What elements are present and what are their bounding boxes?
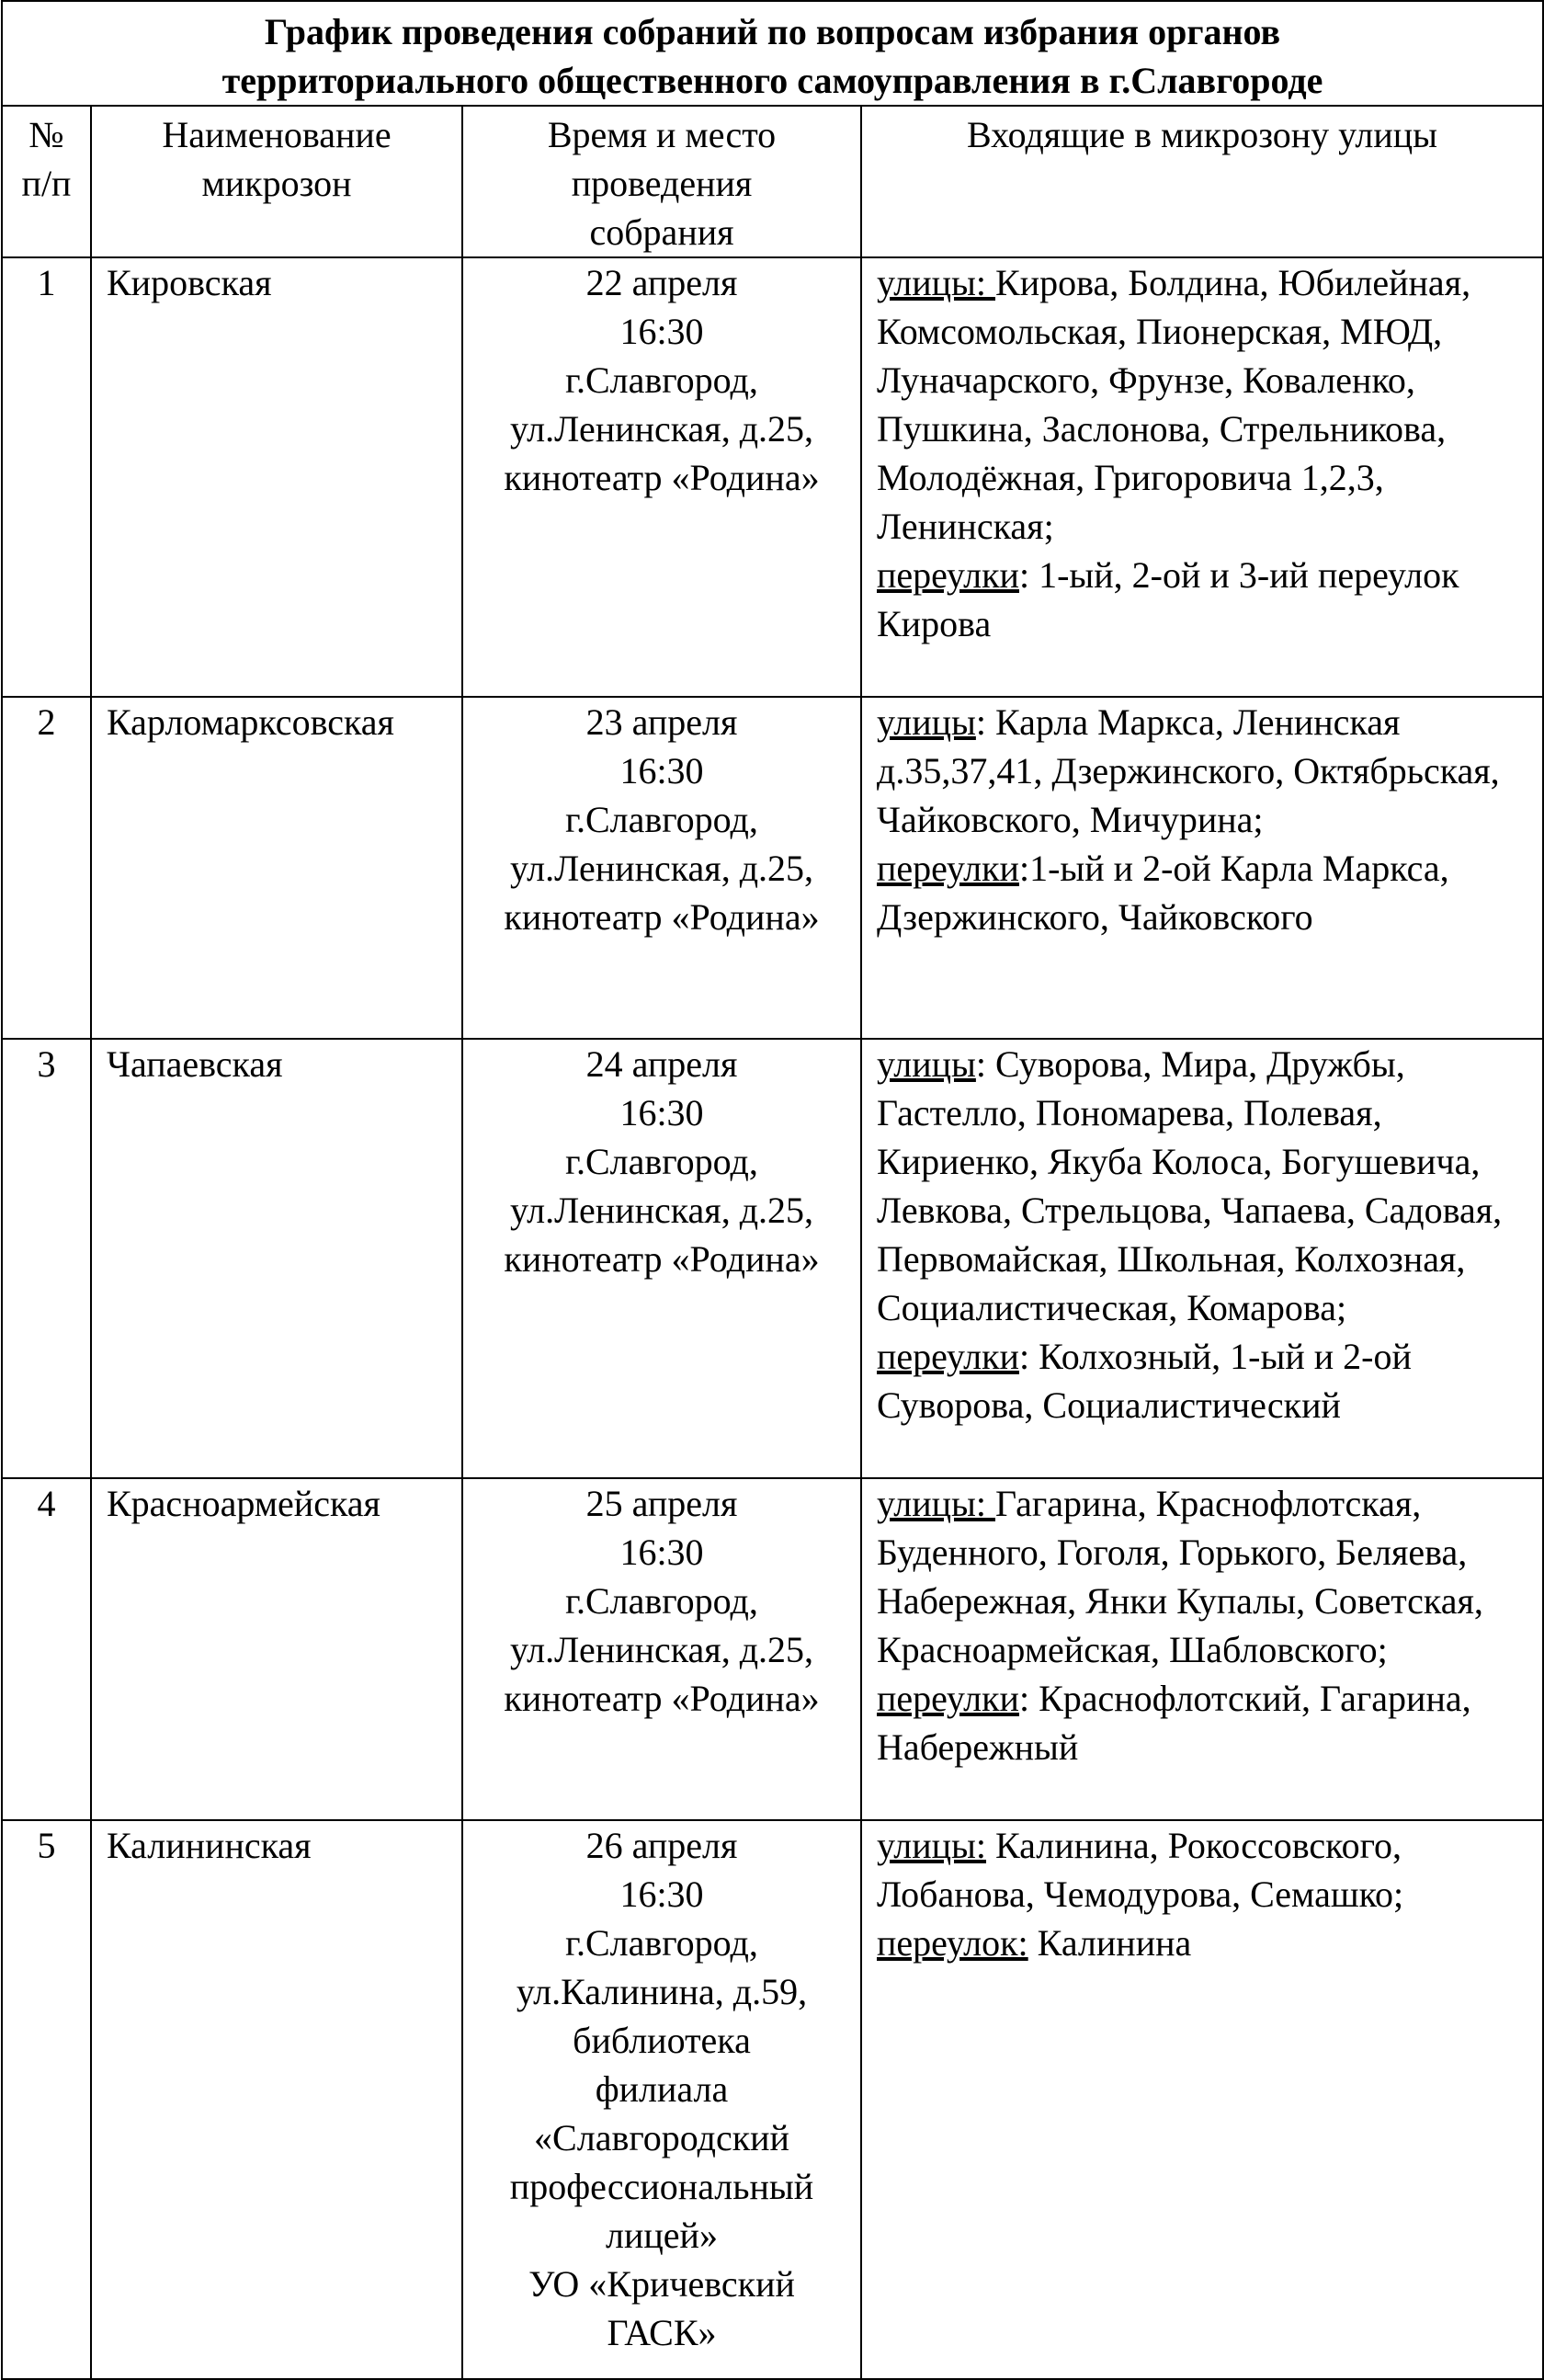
meeting-detail-line: 16:30 (619, 311, 704, 352)
header-name-line-2: микрозон (201, 163, 352, 204)
header-when-line-1: Время и место (547, 114, 777, 155)
meeting-detail-line: г.Славгород, (565, 1580, 758, 1622)
lanes-label: переулки (877, 1336, 1019, 1377)
title-line-1: График проведения собраний по вопросам избрания органов (264, 11, 1281, 52)
meeting-detail-line: библиотека (573, 2020, 751, 2061)
table-body (2, 257, 1543, 2379)
microzone-name: Кировская (91, 257, 462, 697)
meeting-detail-line: 26 апреля (585, 1825, 738, 1866)
header-when (462, 106, 861, 257)
meeting-time-place (462, 1478, 861, 1820)
streets-label: улицы: (877, 1825, 987, 1866)
header-when-line-2: проведения (571, 163, 753, 204)
row-number: 4 (2, 1478, 91, 1820)
meeting-detail-line: лицей» (606, 2215, 718, 2256)
meeting-detail-line: г.Славгород, (565, 799, 758, 840)
lanes-text: Калинина (1027, 1922, 1192, 1964)
microzone-name: Карломарксовская (91, 697, 462, 1039)
streets-list (861, 1478, 1543, 1820)
meeting-detail-line: кинотеатр «Родина» (504, 1678, 820, 1719)
meeting-detail-line: 16:30 (619, 1873, 704, 1915)
title-line-2: территориального общественного самоуправления в г.Славгороде (221, 60, 1323, 101)
streets-text: : Карла Маркса, Ленинская д.35,37,41, Дзержинского, Октябрьская, Чайковского, Мичурина; (877, 701, 1500, 840)
streets-list (861, 697, 1543, 1039)
meeting-detail-line: ул.Ленинская, д.25, (509, 1190, 814, 1231)
meeting-detail-line: ул.Ленинская, д.25, (509, 408, 814, 450)
table-row (2, 1478, 1543, 1820)
streets-list (861, 257, 1543, 697)
header-when-line-3: собрания (589, 211, 734, 253)
meeting-detail-line: 16:30 (619, 1092, 704, 1133)
header-num-line-2: п/п (21, 163, 72, 204)
table-row (2, 1820, 1543, 2379)
table-row (2, 1039, 1543, 1478)
meeting-detail-line: 16:30 (619, 750, 704, 791)
header-name-line-1: Наименование (162, 114, 392, 155)
meeting-detail-line: «Славгородский (534, 2117, 789, 2158)
meeting-detail-line: 25 апреля (585, 1483, 738, 1524)
meeting-detail-line: филиала (595, 2068, 729, 2110)
header-streets (861, 106, 1543, 257)
meeting-detail-line: ул.Ленинская, д.25, (509, 848, 814, 889)
streets-list (861, 1820, 1543, 2379)
table-row (2, 697, 1543, 1039)
meeting-detail-line: 23 апреля (585, 701, 738, 743)
meeting-detail-line: ул.Ленинская, д.25, (509, 1629, 814, 1670)
meeting-detail-line: ул.Калинина, д.59, (516, 1971, 808, 2012)
meeting-detail-line: ГАСК» (607, 2312, 717, 2353)
row-number: 1 (2, 257, 91, 697)
lanes-label: переулок: (877, 1922, 1028, 1964)
streets-label: улицы: (877, 262, 996, 303)
header-num-line-1: № (28, 114, 64, 155)
row-number: 5 (2, 1820, 91, 2379)
microzone-name: Калининская (91, 1820, 462, 2379)
meeting-detail-line: кинотеатр «Родина» (504, 1238, 820, 1280)
streets-text: Кирова, Болдина, Юбилейная, Комсомольская, Пионерская, МЮД, Луначарского, Фрунзе, Коваленко, Пушкина, Заслонова, Стрельникова, Молодёжная, Григоровича 1,2,3, Ленинская; (877, 262, 1471, 547)
meeting-time-place (462, 257, 861, 697)
streets-text: Калинина, Рокоссовского, Лобанова, Чемодурова, Семашко; (877, 1825, 1404, 1915)
lanes-text: : Краснофлотский, Гагарина, Набережный (877, 1678, 1471, 1768)
meeting-time-place (462, 697, 861, 1039)
lanes-label: переулки (877, 848, 1019, 889)
table-title (2, 1, 1543, 106)
header-row (2, 106, 1543, 257)
row-number: 3 (2, 1039, 91, 1478)
meeting-detail-line: кинотеатр «Родина» (504, 896, 820, 938)
meeting-time-place (462, 1039, 861, 1478)
lanes-label: переулки (877, 554, 1019, 596)
header-streets-label: Входящие в микрозону улицы (966, 114, 1438, 155)
meeting-detail-line: 16:30 (619, 1532, 704, 1573)
row-number: 2 (2, 697, 91, 1039)
streets-label: улицы (877, 1043, 976, 1085)
header-num (2, 106, 91, 257)
microzone-name: Чапаевская (91, 1039, 462, 1478)
streets-text: Гагарина, Краснофлотская, Буденного, Гоголя, Горького, Беляева, Набережная, Янки Купалы, Советская, Красноармейская, Шабловского; (877, 1483, 1483, 1670)
meeting-detail-line: кинотеатр «Родина» (504, 457, 820, 498)
streets-list (861, 1039, 1543, 1478)
header-name (91, 106, 462, 257)
lanes-text: :1-ый и 2-ой Карла Маркса, Дзержинского, Чайковского (877, 848, 1449, 938)
meeting-detail-line: 24 апреля (585, 1043, 738, 1085)
meeting-time-place (462, 1820, 861, 2379)
meeting-detail-line: 22 апреля (585, 262, 738, 303)
meeting-detail-line: УО «Кричевский (528, 2263, 795, 2305)
meeting-detail-line: г.Славгород, (565, 1141, 758, 1182)
schedule-table (1, 0, 1544, 2380)
table-row (2, 257, 1543, 697)
streets-label: улицы (877, 701, 976, 743)
meeting-detail-line: г.Славгород, (565, 1922, 758, 1964)
lanes-text: : 1-ый, 2-ой и 3-ий переулок Кирова (877, 554, 1459, 644)
streets-text: : Суворова, Мира, Дружбы, Гастелло, Пономарева, Полевая, Кириенко, Якуба Колоса, Богушевича, Левкова, Стрельцова, Чапаева, Садовая, Первомайская, Школьная, Колхозная, Социалистическая, Комарова; (877, 1043, 1503, 1328)
lanes-label: переулки (877, 1678, 1019, 1719)
meeting-detail-line: профессиональный (509, 2166, 814, 2207)
streets-label: улицы: (877, 1483, 996, 1524)
lanes-text: : Колхозный, 1-ый и 2-ой Суворова, Социалистический (877, 1336, 1412, 1426)
microzone-name: Красноармейская (91, 1478, 462, 1820)
meeting-detail-line: г.Славгород, (565, 359, 758, 401)
